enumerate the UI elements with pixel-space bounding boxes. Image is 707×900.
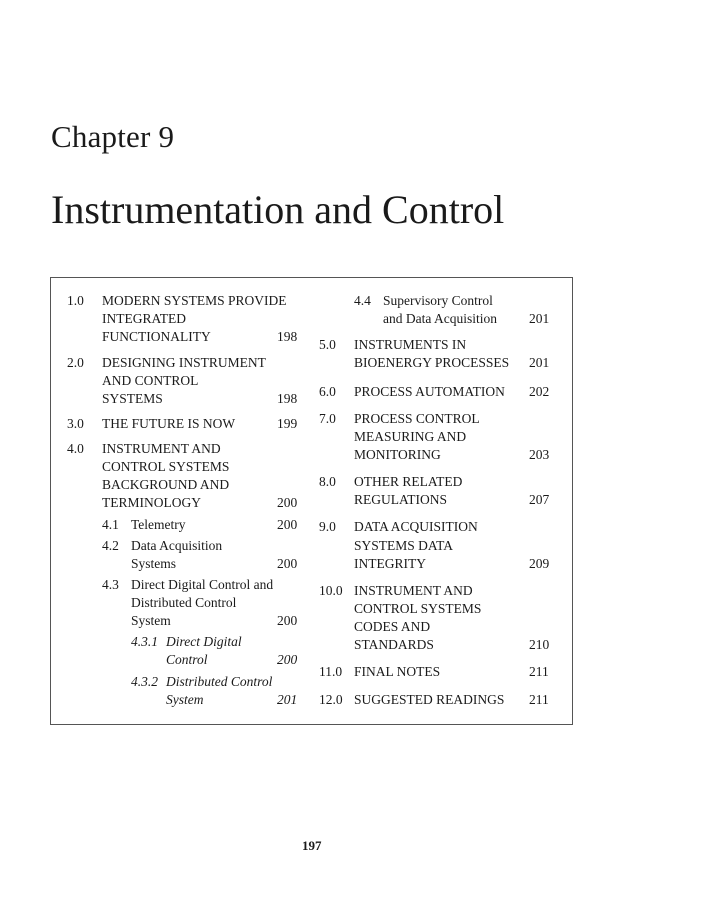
toc-entry-title: OTHER RELATED xyxy=(354,474,463,489)
toc-entry-title: MODERN SYSTEMS PROVIDE xyxy=(102,293,287,308)
toc-entry-title: DESIGNING INSTRUMENT xyxy=(102,355,266,370)
toc-entry-title: Distributed Control xyxy=(166,674,273,689)
toc-entry-page: 211 xyxy=(529,664,549,679)
toc-entry-title: Distributed Control xyxy=(131,595,237,610)
toc-entry-title: SYSTEMS xyxy=(102,391,163,406)
toc-entry-page: 202 xyxy=(529,384,550,399)
toc-entry-title: System xyxy=(166,692,204,707)
toc-entry-title: THE FUTURE IS NOW xyxy=(102,416,236,431)
toc-entry-title: STANDARDS xyxy=(354,637,434,652)
toc-entry-title: Control xyxy=(166,652,208,667)
toc-entry-title: SYSTEMS DATA xyxy=(354,538,454,553)
toc-entry-title: CODES AND xyxy=(354,619,431,634)
toc-entry-title: MONITORING xyxy=(354,447,441,462)
toc-entry-number: 11.0 xyxy=(319,664,343,679)
toc-entry-number: 10.0 xyxy=(319,583,343,598)
toc-entry-number: 4.3.2 xyxy=(131,674,158,689)
toc-entry-title: PROCESS CONTROL xyxy=(354,411,480,426)
toc-entry-page: 200 xyxy=(277,652,298,667)
toc-entry-number: 12.0 xyxy=(319,692,343,707)
toc-entry-page: 201 xyxy=(529,355,550,370)
toc-entry-title: BIOENERGY PROCESSES xyxy=(354,355,510,370)
toc-entry-title: DATA ACQUISITION xyxy=(354,519,478,534)
table-of-contents xyxy=(50,277,573,725)
toc-entry-number: 4.0 xyxy=(67,441,84,456)
toc-entry-number: 4.2 xyxy=(102,538,119,553)
toc-entry-number: 4.3.1 xyxy=(131,634,158,649)
toc-entry-number: 4.3 xyxy=(102,577,119,592)
toc-entry-title: MEASURING AND xyxy=(354,429,467,444)
toc-entry-page: 198 xyxy=(277,391,298,406)
toc-entry-page: 211 xyxy=(529,692,549,707)
toc-entry-number: 7.0 xyxy=(319,411,336,426)
toc-entry-page: 207 xyxy=(529,492,550,507)
toc-entry-title: FUNCTIONALITY xyxy=(102,329,211,344)
toc-entry-title: INSTRUMENT AND xyxy=(102,441,221,456)
toc-entry-title: REGULATIONS xyxy=(354,492,447,507)
toc-entry-title: INTEGRITY xyxy=(354,556,426,571)
toc-entry-title: INSTRUMENTS IN xyxy=(354,337,467,352)
toc-entry-number: 1.0 xyxy=(67,293,84,308)
toc-entry-page: 198 xyxy=(277,329,298,344)
toc-entry-number: 4.4 xyxy=(354,293,371,308)
toc-entry-number: 2.0 xyxy=(67,355,84,370)
toc-entry-page: 200 xyxy=(277,556,298,571)
toc-entry-title: SUGGESTED READINGS xyxy=(354,692,505,707)
toc-entry-title: INSTRUMENT AND xyxy=(354,583,473,598)
toc-entry-title: CONTROL SYSTEMS xyxy=(354,601,482,616)
toc-entry-title: System xyxy=(131,613,171,628)
toc-entry-title: Direct Digital Control and xyxy=(131,577,274,592)
toc-entry-page: 200 xyxy=(277,517,298,532)
toc-entry-title: and Data Acquisition xyxy=(383,311,497,326)
toc-entry-title: BACKGROUND AND xyxy=(102,477,230,492)
toc-entry-page: 203 xyxy=(529,447,550,462)
toc-entry-title: FINAL NOTES xyxy=(354,664,441,679)
toc-entry-page: 201 xyxy=(277,692,298,707)
chapter-title: Instrumentation and Control xyxy=(51,187,505,232)
toc-entry-number: 8.0 xyxy=(319,474,336,489)
toc-entry-page: 209 xyxy=(529,556,550,571)
toc-entry-title: Data Acquisition xyxy=(131,538,223,553)
toc-entry-title: PROCESS AUTOMATION xyxy=(354,384,505,399)
toc-entry-page: 210 xyxy=(529,637,550,652)
toc-entry-page: 200 xyxy=(277,613,298,628)
toc-entry-number: 4.1 xyxy=(102,517,119,532)
toc-entry-title: TERMINOLOGY xyxy=(102,495,201,510)
toc-entry-page: 201 xyxy=(529,311,550,326)
toc-entry-page: 199 xyxy=(277,416,298,431)
toc-entry-page: 200 xyxy=(277,495,298,510)
toc-entry-title: Supervisory Control xyxy=(383,293,493,308)
toc-entry-title: Telemetry xyxy=(131,517,186,532)
toc-entry-title: CONTROL SYSTEMS xyxy=(102,459,230,474)
page-number: 197 xyxy=(302,838,322,853)
toc-entry-title: Direct Digital xyxy=(166,634,242,649)
toc-entry-number: 3.0 xyxy=(67,416,84,431)
toc-entry-number: 9.0 xyxy=(319,519,336,534)
toc-entry-number: 6.0 xyxy=(319,384,336,399)
toc-entry-title: INTEGRATED xyxy=(102,311,186,326)
toc-entry-title: AND CONTROL xyxy=(102,373,199,388)
toc-entry-number: 5.0 xyxy=(319,337,336,352)
toc-entry-title: Systems xyxy=(131,556,177,571)
chapter-label: Chapter 9 xyxy=(51,119,175,154)
